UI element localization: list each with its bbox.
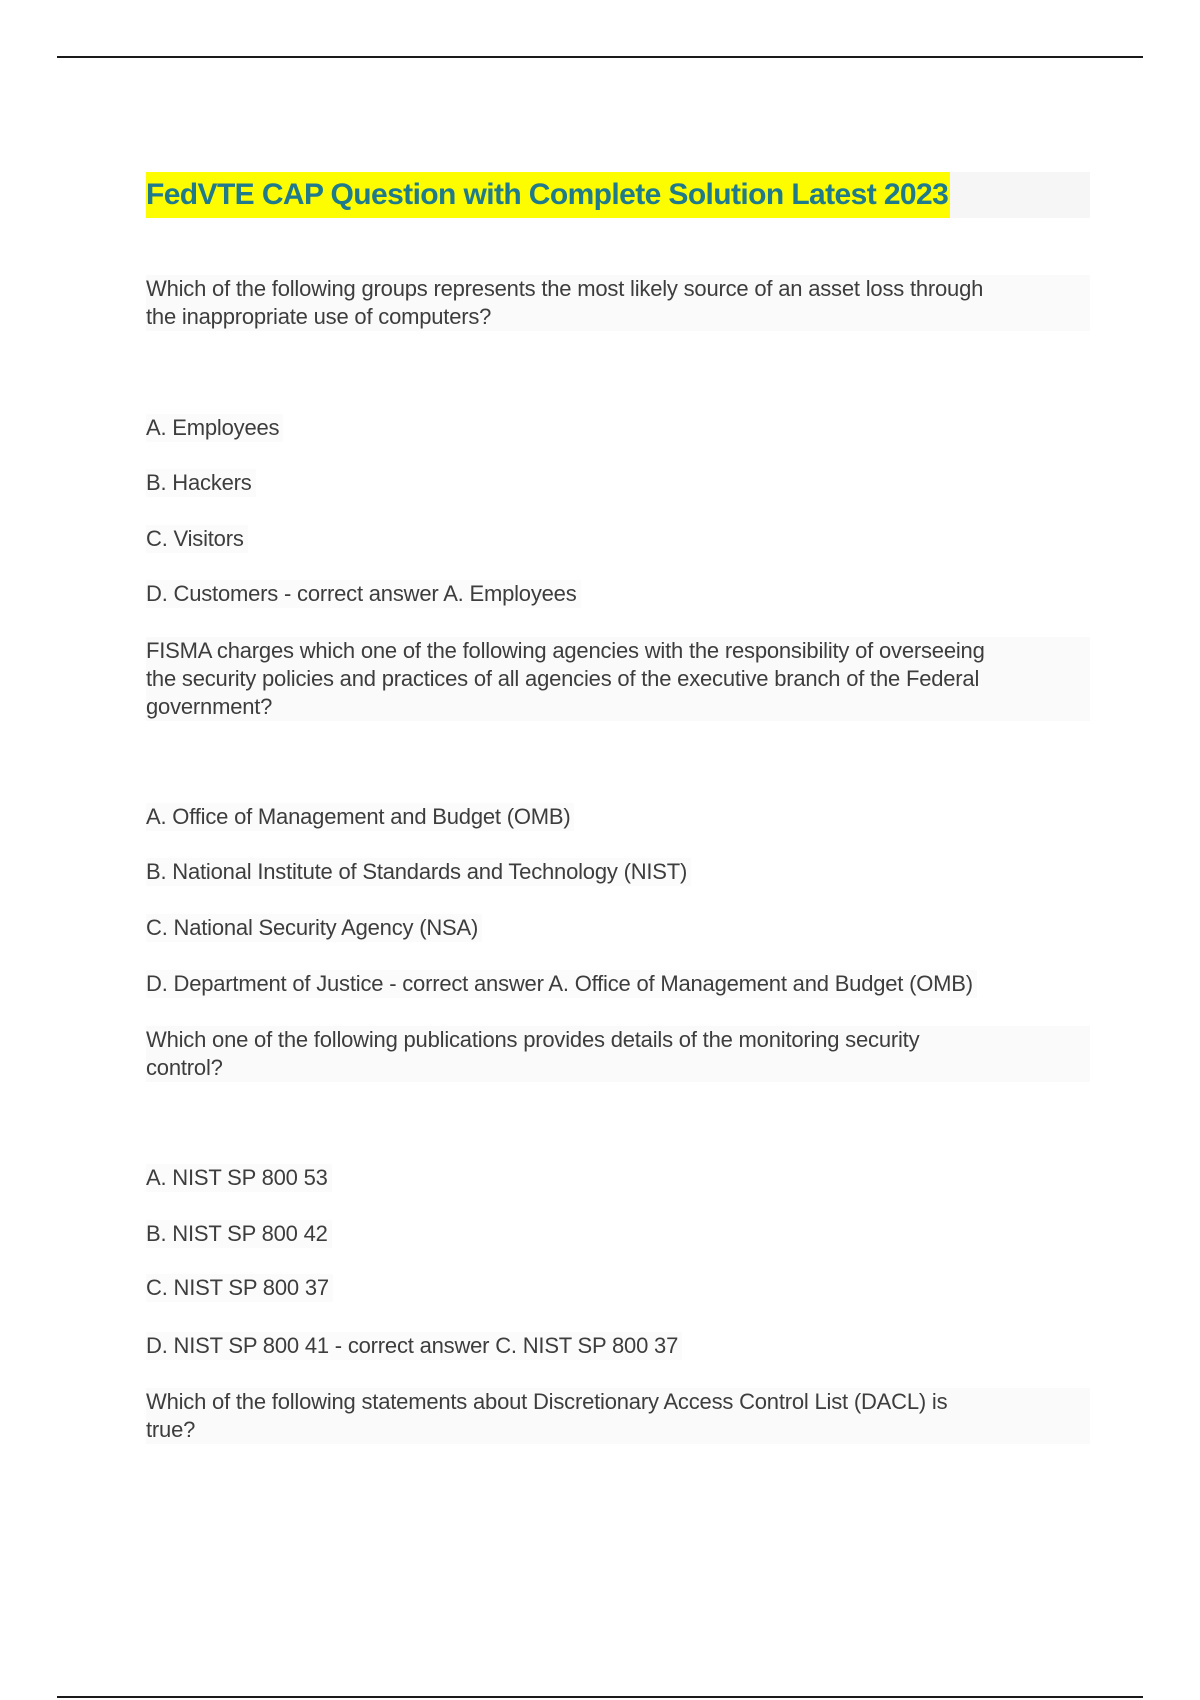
question-line: Which of the following statements about Discretionary Access Control List (DACL) is [146,1389,948,1414]
question-3-option-d-answer: D. NIST SP 800 41 - correct answer C. NIST SP 800 37 [146,1332,682,1360]
question-line: government? [146,694,273,719]
question-2-option-c: C. National Security Agency (NSA) [146,914,482,942]
question-line: control? [146,1055,223,1080]
question-1-option-d-answer: D. Customers - correct answer A. Employees [146,580,581,608]
question-line: the inappropriate use of computers? [146,304,492,329]
question-2-option-b: B. National Institute of Standards and Technology (NIST) [146,858,691,886]
question-2-option-a: A. Office of Management and Budget (OMB) [146,803,574,831]
question-3-option-a: A. NIST SP 800 53 [146,1164,332,1192]
question-2-text [146,637,1090,721]
question-4-text [146,1388,1090,1444]
question-line: true? [146,1417,196,1442]
footer-rule [57,1696,1143,1698]
question-line: FISMA charges which one of the following agencies with the responsibility of overseeing [146,638,985,663]
question-line: Which one of the following publications provides details of the monitoring security [146,1027,920,1052]
question-3-option-c: C. NIST SP 800 37 [146,1274,333,1302]
question-3-option-b: B. NIST SP 800 42 [146,1220,332,1248]
question-1-option-a: A. Employees [146,414,283,442]
header-rule [57,56,1143,58]
question-line: the security policies and practices of all agencies of the executive branch of the Federal [146,666,980,691]
question-1-option-b: B. Hackers [146,469,256,497]
question-2-option-d-answer: D. Department of Justice - correct answer A. Office of Management and Budget (OMB) [146,970,977,998]
question-1-text [146,275,1090,331]
question-3-text [146,1026,1090,1082]
page-title: FedVTE CAP Question with Complete Solution Latest 2023 [146,172,950,218]
question-line: Which of the following groups represents the most likely source of an asset loss through [146,276,984,301]
question-1-option-c: C. Visitors [146,525,248,553]
